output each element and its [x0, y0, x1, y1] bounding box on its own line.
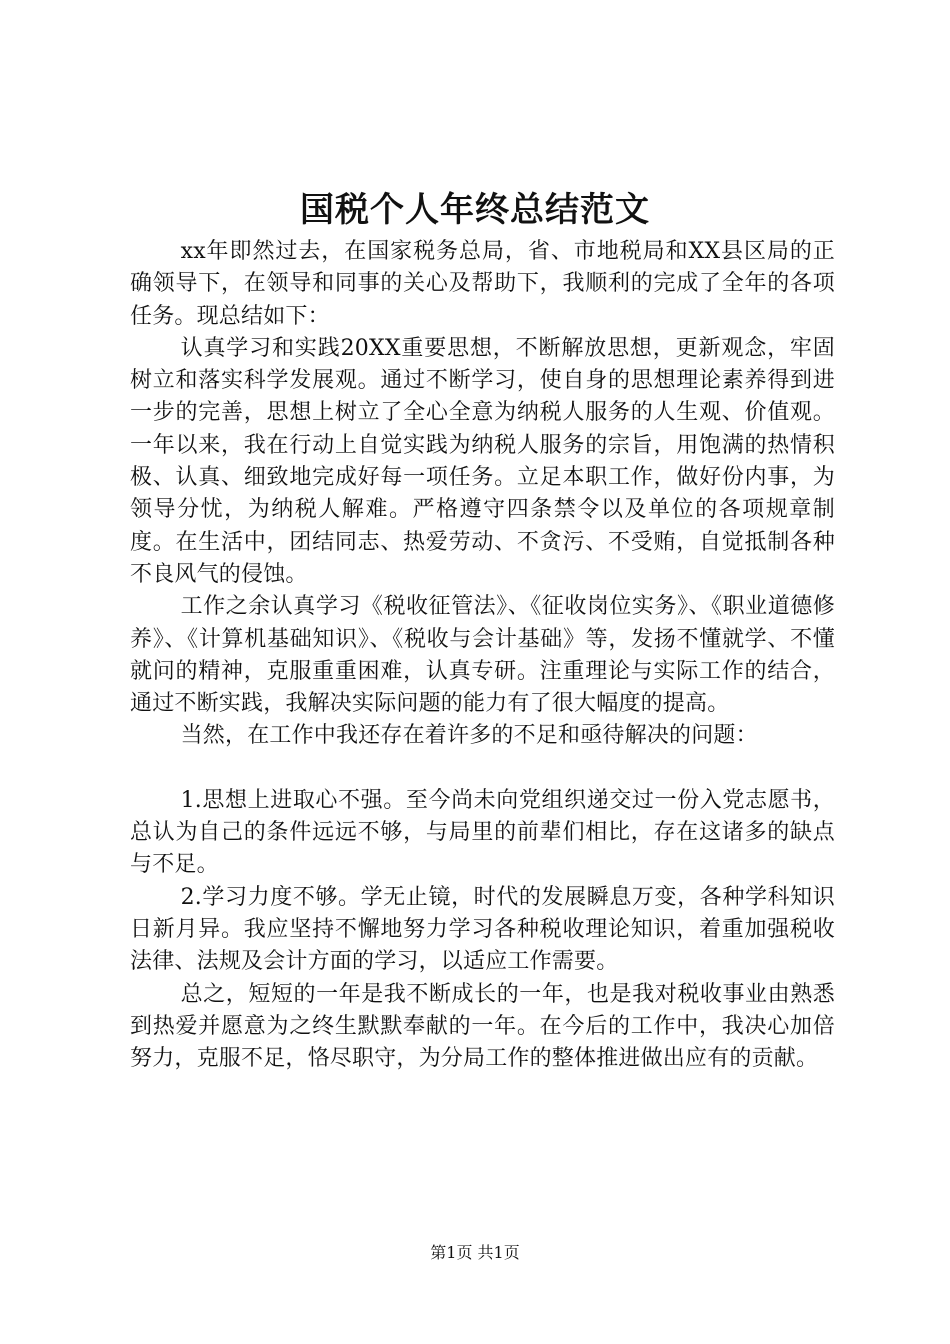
paragraph-study-theory: 认真学习和实践20XX重要思想，不断解放思想，更新观念，牢固树立和落实科学发展观。通过不断学习，使自身的思想理论素养得到进一步的完善，思想上树立了全心全意为纳税人服务的人生观、价值观。一年以来，我在行动上自觉实践为纳税人服务的宗旨，用饱满的热情积极、认真、细致地完成好每一项任务。立足本职工作，做好份内事，为领导分忧，为纳税人解难。严格遵守四条禁令以及单位的各项规章制度。在生活中，团结同志、热爱劳动、不贪污、不受贿，自觉抵制各种不良风气的侵蚀。	[130, 335, 835, 587]
paragraph-study-books: 工作之余认真学习《税收征管法》、《征收岗位实务》、《职业道德修养》、《计算机基础知识》、《税收与会计基础》等，发扬不懂就学、不懂就问的精神，克服重重困难，认真专研。注重理论与实际工作的结合，通过不断实践，我解决实际问题的能力有了很大幅度的提高。	[130, 594, 835, 717]
page-number-footer: 第1页 共1页	[430, 1243, 520, 1262]
paragraph-intro: xx年即然过去，在国家税务总局，省、市地税局和XX县区局的正确领导下，在领导和同事的关心及帮助下，我顺利的完成了全年的各项任务。现总结如下：	[130, 239, 835, 329]
blank-line	[130, 753, 835, 785]
document-title: 国税个人年终总结范文	[300, 190, 650, 230]
paragraph-shortcoming-2: 2.学习力度不够。学无止镜，时代的发展瞬息万变，各种学科知识日新月异。我应坚持不懈地努力学习各种税收理论知识，着重加强税收法律、法规及会计方面的学习，以适应工作需要。	[130, 884, 835, 975]
paragraph-conclusion: 总之，短短的一年是我不断成长的一年，也是我对税收事业由熟悉到热爱并愿意为之终生默默奉献的一年。在今后的工作中，我决心加倍努力，克服不足，恪尽职守，为分局工作的整体推进做出应有的贡献。	[130, 981, 835, 1072]
paragraph-shortcomings-intro: 当然，在工作中我还存在着许多的不足和亟待解决的问题：	[180, 723, 758, 749]
document-body	[130, 236, 835, 1075]
paragraph-shortcoming-1: 1.思想上进取心不强。至今尚未向党组织递交过一份入党志愿书，总认为自己的条件远远不够，与局里的前辈们相比，存在这诸多的缺点与不足。	[130, 787, 835, 878]
